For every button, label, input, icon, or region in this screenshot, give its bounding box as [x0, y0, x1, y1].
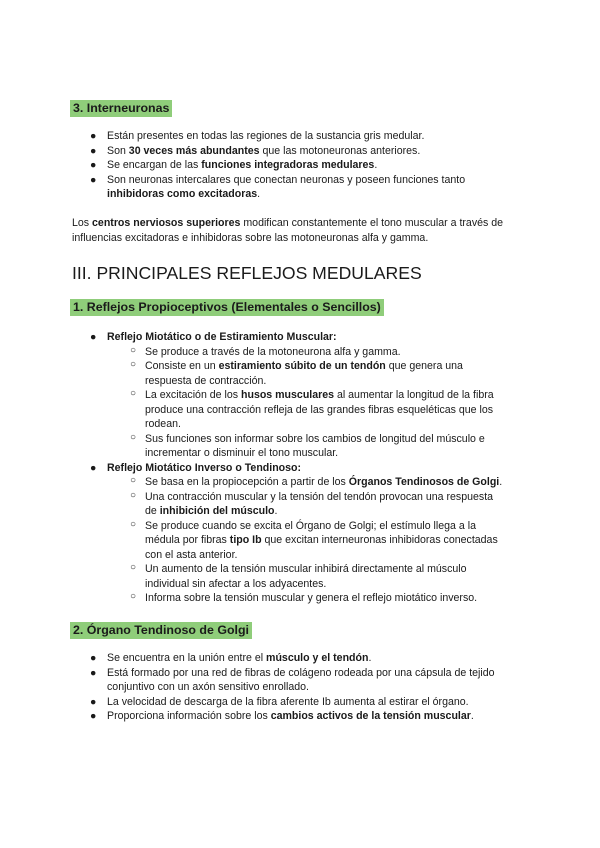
sub-bullet-icon: ○: [130, 431, 137, 443]
list-item: ● Están presentes en todas las regiones de la sustancia gris medular.: [90, 130, 425, 142]
bullet-icon: ●: [90, 130, 97, 142]
sub-list-item: ○ La excitación de los husos musculares al aumentar la longitud de la fibra produce una contracción refleja de las grandes fibras esqueléticas que los rodean.: [130, 388, 494, 430]
list-item: ● Son 30 veces más abundantes que las motoneuronas anteriores.: [90, 144, 421, 157]
list-item: ● Reflejo Miotático o de Estiramiento Muscular:: [90, 331, 337, 343]
heading-reflejos-propioceptivos: 1. Reflejos Propioceptivos (Elementales o Sencillos): [70, 299, 384, 316]
tono-muscular-paragraph: Los centros nerviosos superiores modifican constantemente el tono muscular a través de influencias excitadoras e inhibidoras sobre las motoneuronas alfa y gamma.: [72, 217, 504, 244]
golgi-list: [0, 651, 600, 724]
sub-bullet-icon: ○: [130, 359, 137, 370]
list-item: ● Se encargan de las funciones integradoras medulares.: [90, 159, 378, 171]
bullet-icon: ●: [90, 144, 97, 157]
sub-list-item: ○ Una contracción muscular y la tensión del tendón provocan una respuesta de inhibición del músculo.: [130, 489, 494, 517]
bullet-icon: ●: [90, 695, 97, 708]
list-item: ● Son neuronas intercalares que conectan neuronas y poseen funciones tanto inhibidoras como excitadoras.: [90, 173, 466, 200]
bullet-icon: ●: [90, 666, 97, 679]
sub-list-item: ○ Sus funciones son informar sobre los cambios de longitud del músculo e incrementar o disminuir el tono muscular.: [130, 431, 485, 459]
list-item: ● La velocidad de descarga de la fibra aferente Ib aumenta al estirar el órgano.: [90, 695, 469, 708]
list-item: ● Reflejo Miotático Inverso o Tendinoso:: [90, 461, 302, 474]
sub-list-item: ○ Se produce cuando se excita el Órgano de Golgi; el estímulo llega a la médula por fibras tipo Ib que excitan interneuronas inhibidoras conectadas con el asta anterior.: [130, 518, 498, 561]
sub-bullet-icon: ○: [130, 562, 137, 573]
list-item: ● Proporciona información sobre los cambios activos de la tensión muscular.: [90, 710, 474, 722]
sub-list-item: ○ Un aumento de la tensión muscular inhibirá directamente al músculo individual sin afectar a los adyacentes.: [130, 562, 467, 590]
heading-organo-golgi: 2. Órgano Tendinoso de Golgi: [70, 622, 252, 639]
bullet-icon: ●: [90, 173, 97, 186]
bullet-icon: ●: [90, 710, 97, 722]
bullet-icon: ●: [90, 331, 97, 343]
heading-interneuronas: 3. Interneuronas: [70, 100, 172, 117]
bullet-icon: ●: [90, 652, 97, 664]
list-item: ● Está formado por una red de fibras de colágeno rodeada por una cápsula de tejido conjuntivo con un axón sensitivo enrollado.: [90, 666, 495, 693]
sub-bullet-icon: ○: [130, 344, 137, 356]
sub-list-item: ○ Consiste en un estiramiento súbito de un tendón que genera una respuesta de contracción.: [130, 359, 463, 387]
bullet-icon: ●: [90, 159, 97, 171]
interneuronas-list: [0, 129, 600, 202]
sub-bullet-icon: ○: [130, 489, 137, 501]
sub-bullet-icon: ○: [130, 475, 137, 486]
sub-bullet-icon: ○: [130, 591, 137, 602]
sub-list-item: ○ Se basa en la propiocepción a partir de los Órganos Tendinosos de Golgi.: [130, 475, 503, 488]
list-item: ● Se encuentra en la unión entre el músculo y el tendón.: [90, 652, 372, 664]
sub-bullet-icon: ○: [130, 388, 137, 399]
sub-bullet-icon: ○: [130, 518, 137, 530]
bullet-icon: ●: [90, 461, 97, 474]
propioceptivos-list: [0, 330, 600, 606]
sub-list-item: ○ Se produce a través de la motoneurona alfa y gamma.: [130, 344, 401, 358]
main-heading: III. PRINCIPALES REFLEJOS MEDULARES: [72, 263, 422, 283]
sub-list-item: ○ Informa sobre la tensión muscular y genera el reflejo miotático inverso.: [130, 591, 478, 604]
